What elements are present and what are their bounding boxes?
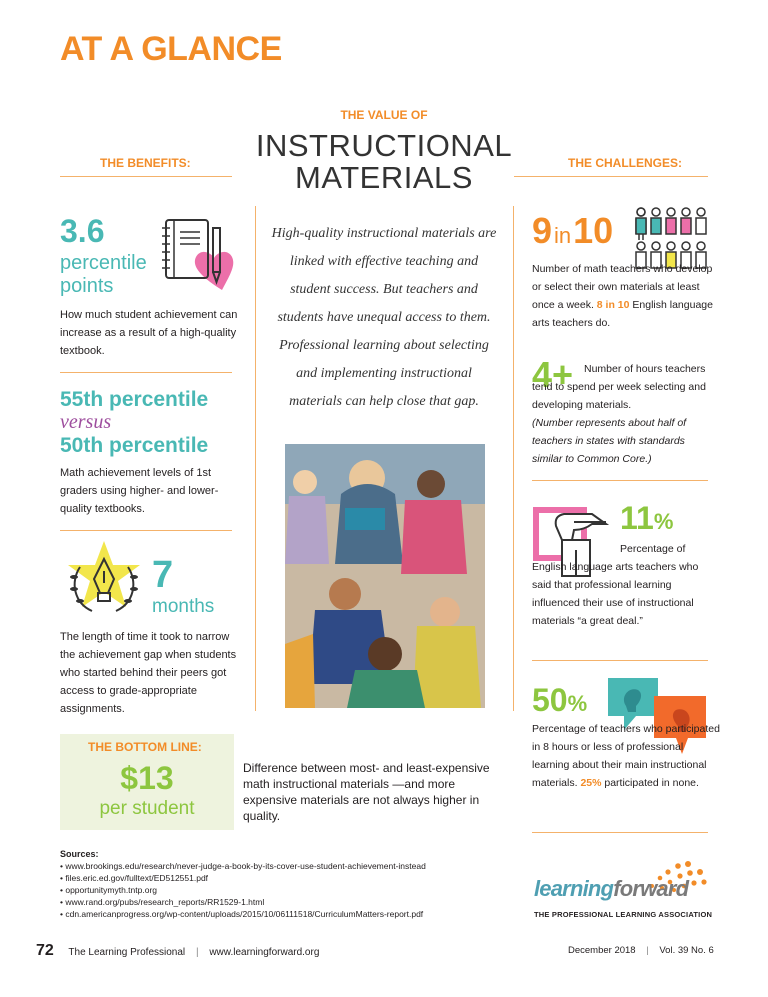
source-item[interactable]: • www.rand.org/pubs/research_reports/RR1529-1.html <box>60 897 265 907</box>
source-item[interactable]: • www.brookings.edu/research/never-judge-a-book-by-its-cover-use-student-achievement-instead <box>60 861 426 871</box>
benefit2-line3: 50th percentile <box>60 434 209 457</box>
benefit2-line1: 55th percentile <box>60 388 209 411</box>
benefit1-number: 3.6 <box>60 213 105 249</box>
bottom-line-heading: THE BOTTOM LINE: <box>88 740 202 754</box>
footer-url[interactable]: www.learningforward.org <box>209 947 320 958</box>
benefit3-number: 7 <box>152 554 174 596</box>
challenge2-note: (Number represents about half of teachers in states with standards similar to Common Core.) <box>532 417 687 465</box>
challenge3-number: 11% <box>620 500 674 536</box>
center-title: INSTRUCTIONAL MATERIALS <box>255 128 513 195</box>
challenge1-desc: Number of math teachers who develop or select their own materials at least once a week. 8 in 10 English language arts teachers do. <box>532 263 713 329</box>
challenge2-desc: Number of hours teachers tend to spend per week selecting and developing materials. <box>532 363 706 411</box>
footer-left: 72 The Learning Professional | www.learningforward.org <box>36 942 320 959</box>
source-item[interactable]: • files.eric.ed.gov/fulltext/ED512551.pdf <box>60 873 209 883</box>
bottom-line-amount: $13 <box>120 760 174 796</box>
bottom-line-desc: Difference between most- and least-expensive math instructional materials —and more expensive materials are not always higher in quality. <box>243 761 490 823</box>
benefit3-unit: months <box>152 596 215 617</box>
source-item[interactable]: • opportunitymyth.tntp.org <box>60 885 158 895</box>
benefit1-desc: How much student achievement can increase as a result of a high-quality textbook. <box>60 309 238 357</box>
footer-right: December 2018 | Vol. 39 No. 6 <box>568 945 714 956</box>
laurel-pen-icon <box>60 537 148 625</box>
challenge2-number: 4+ <box>532 354 574 395</box>
benefit2-desc: Math achievement levels of 1st graders using higher- and lower-quality textbooks. <box>60 467 219 515</box>
challenge4-desc: Percentage of teachers who participated in 8 hours or less of professional learning about their main instructional materials. 25% participated in none. <box>532 723 720 789</box>
challenges-heading: THE CHALLENGES: <box>568 156 682 170</box>
center-kicker: THE VALUE OF <box>340 108 428 122</box>
benefit3-desc: The length of time it took to narrow the achievement gap when students who started behind their peers got access to grade-appropriate assignments. <box>60 631 237 715</box>
benefit1-unit: percentile points <box>60 252 147 297</box>
benefits-heading: THE BENEFITS: <box>100 156 191 170</box>
page-title: AT A GLANCE <box>60 30 282 68</box>
source-item[interactable]: • cdn.americanprogress.org/wp-content/uploads/2015/10/06111518/CurriculumMatters-report.pdf <box>60 909 424 919</box>
notebook-heart-icon <box>160 214 238 298</box>
challenge4-number: 50% <box>532 682 588 718</box>
center-quote: High-quality instructional materials are linked with effective teaching and student success. But teachers and students have unequal access to them. Professional learning about selecting and implementing instructional materials can help close that gap. <box>271 226 497 409</box>
classroom-photo <box>285 444 485 708</box>
logo-wordmark: learningforward <box>534 876 689 901</box>
bottom-line-unit: per student <box>99 798 195 819</box>
challenge3-desc: Percentage of English language arts teachers who said that professional learning influenced their use of instructional materials “a great deal.” <box>532 543 699 627</box>
benefit2-versus: versus <box>60 411 112 433</box>
logo-tagline: THE PROFESSIONAL LEARNING ASSOCIATION <box>534 910 713 919</box>
challenge1-ratio: 9in10 <box>532 210 614 251</box>
sources: Sources: • www.brookings.edu/research/never-judge-a-book-by-its-cover-use-student-achievement-instead • files.eric.ed.gov/fulltext/ED512551.pdf • opportunitymyth.tntp.org • www.rand.org/pubs/research_reports/RR1529-1.html • cdn.americanprogress.org/wp-content/uploads/2015/10/06111518/CurriculumMatters-report.pdf <box>60 848 520 920</box>
